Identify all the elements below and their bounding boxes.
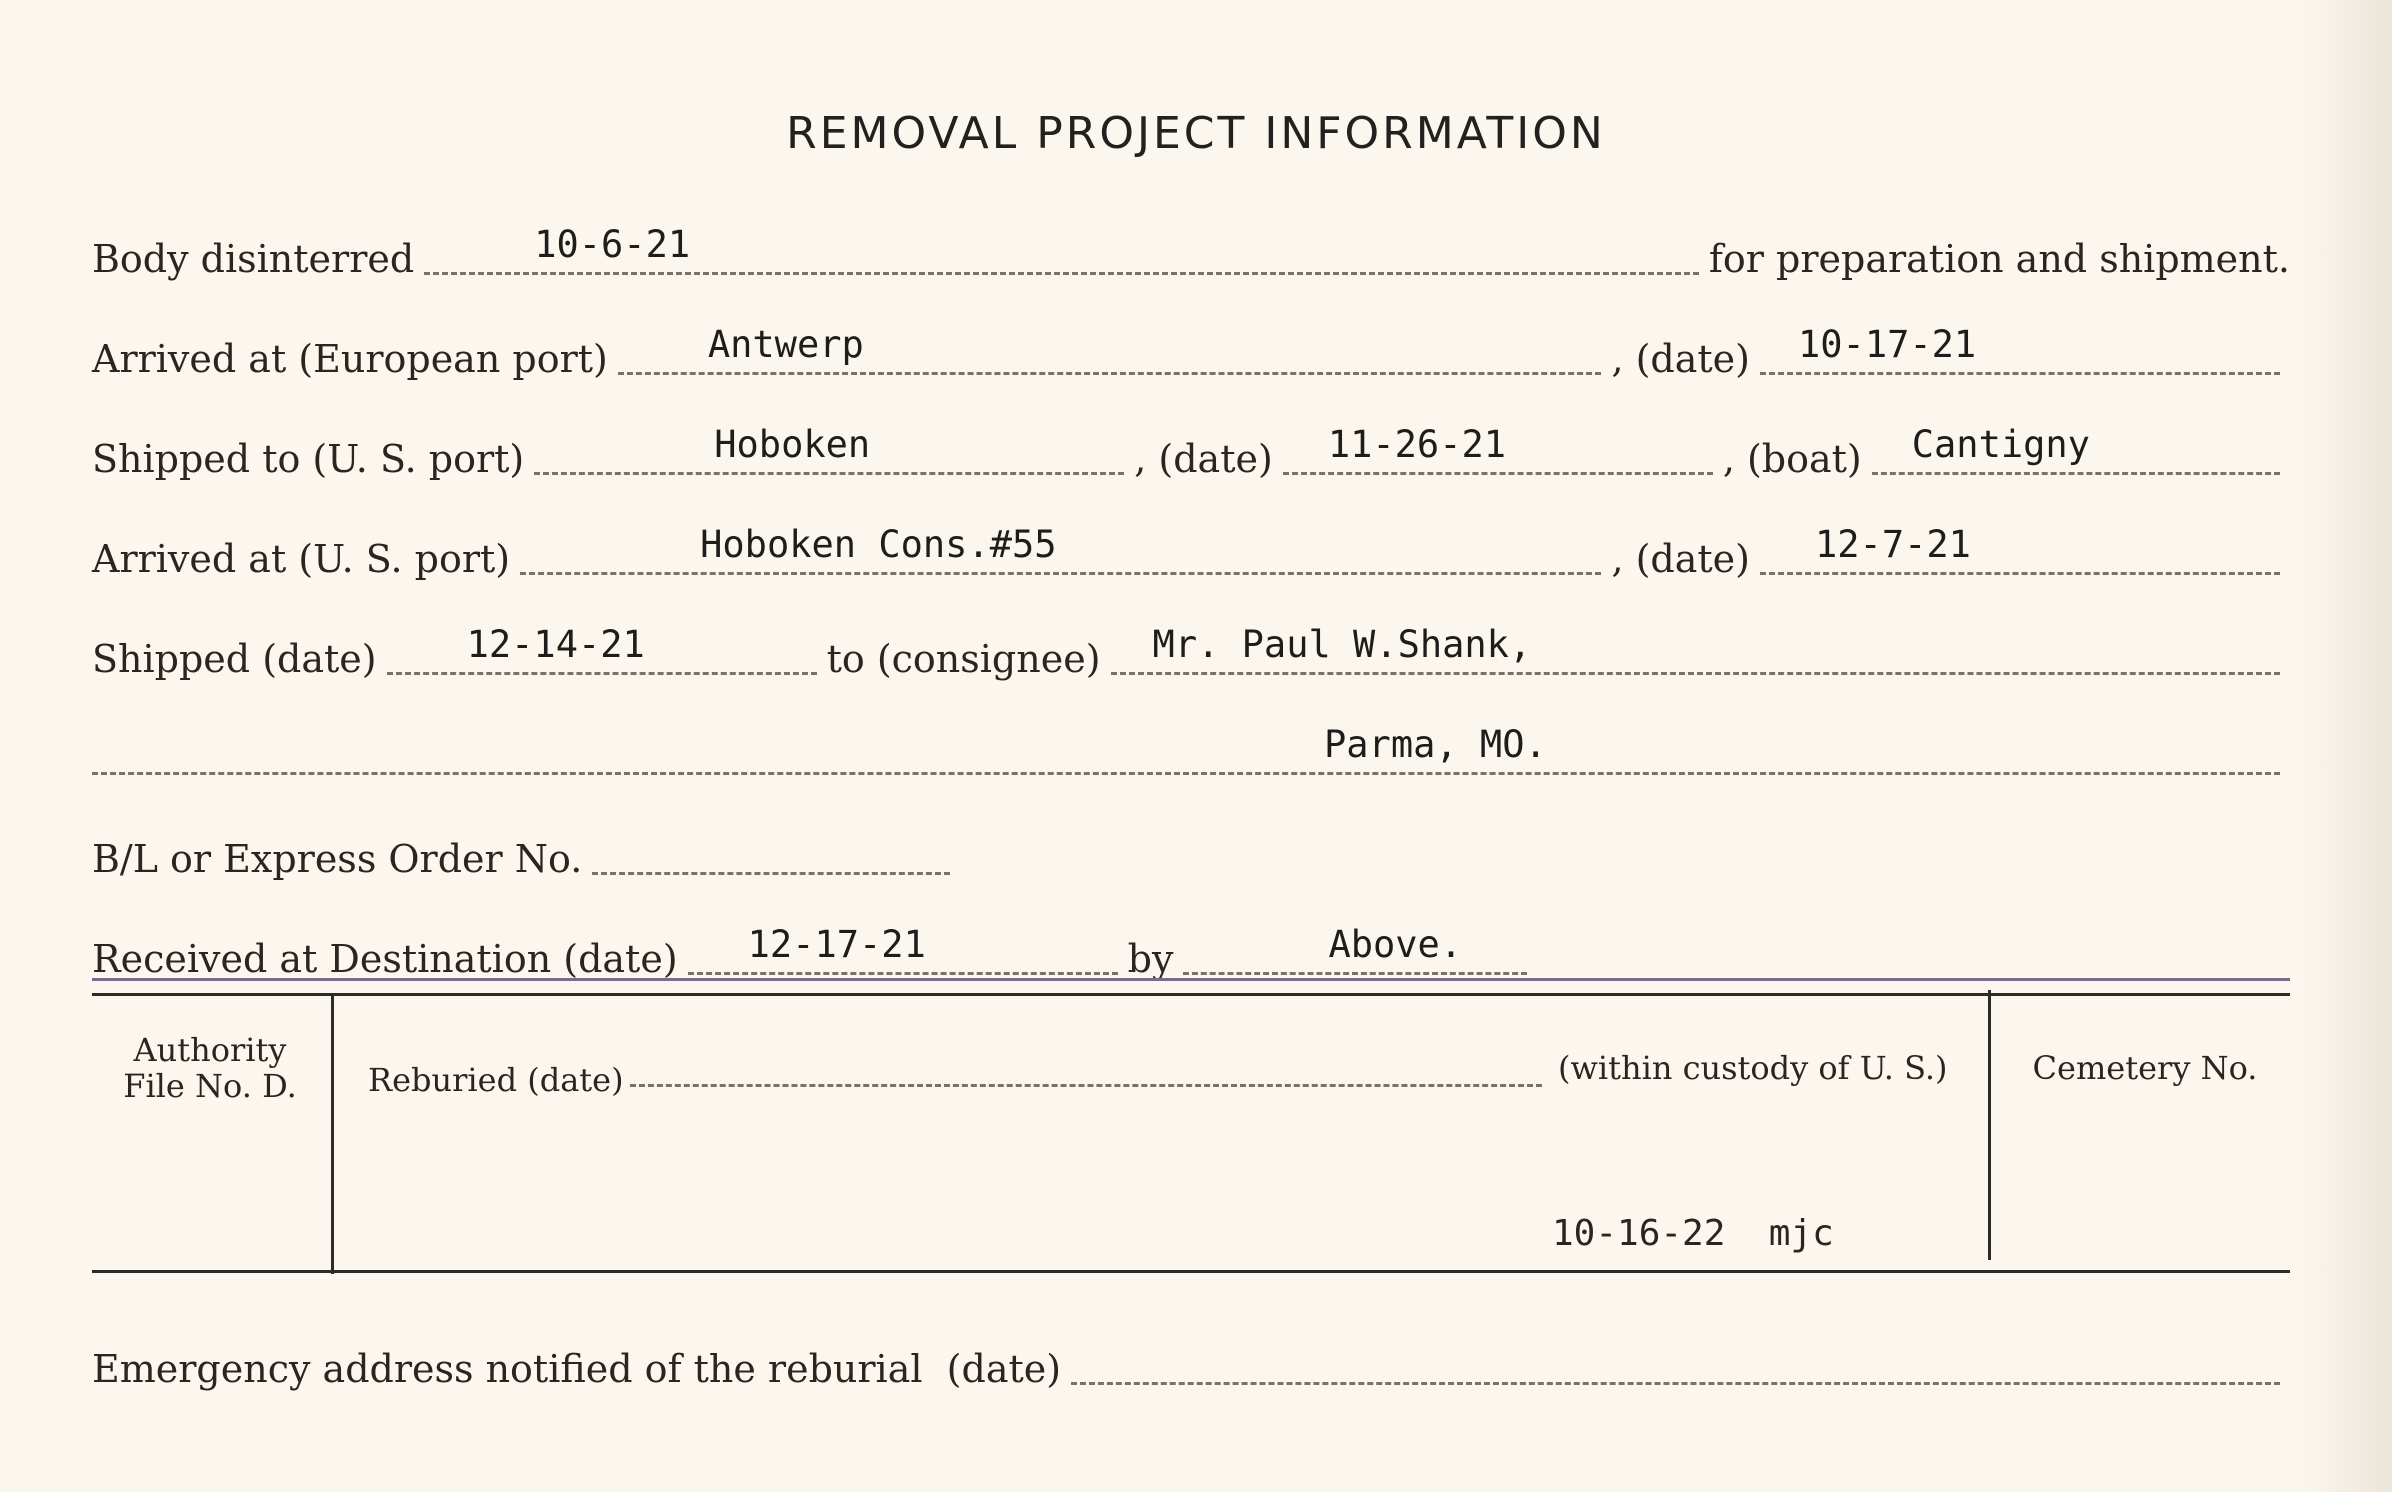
card-title: REMOVAL PROJECT INFORMATION — [786, 108, 1606, 159]
consignee-line-2-field — [92, 712, 2280, 775]
shipped-us-field — [534, 412, 1124, 475]
consignee-field — [1111, 612, 2280, 675]
separator-rule-top — [92, 978, 2290, 981]
emergency-label: Emergency address notified of the reburial (date) — [92, 1347, 1062, 1391]
authority-label — [100, 1032, 320, 1104]
arrived-us-label: Arrived at (U. S. port) — [92, 537, 511, 581]
body-disinterred-value: 10-6-21 — [534, 223, 691, 266]
table-divider-right — [1988, 990, 1991, 1260]
shipped-us-label: Shipped to (U. S. port) — [92, 437, 525, 481]
arrived-european-date-label: , (date) — [1611, 337, 1750, 381]
arrived-european-field — [618, 312, 1602, 375]
authority-label-line-2: File No. D. — [123, 1067, 297, 1105]
table-divider-left — [331, 996, 334, 1274]
arrived-us-value: Hoboken Cons.#55 — [700, 523, 1057, 566]
received-date-field — [688, 912, 1118, 975]
arrived-european-value: Antwerp — [707, 323, 864, 366]
body-disinterred-field — [424, 212, 1699, 275]
paper-edge-shade — [2302, 0, 2392, 1492]
consignee-value: Mr. Paul W.Shank, — [1152, 623, 1532, 666]
received-by-value: Above. — [1328, 923, 1463, 966]
shipped-us-date-label: , (date) — [1134, 437, 1273, 481]
received-label: Received at Destination (date) — [92, 937, 678, 981]
table-bottom-rule — [92, 1270, 2290, 1273]
row-arrived-european-port — [92, 305, 2290, 381]
bl-order-label: B/L or Express Order No. — [92, 837, 583, 881]
row-emergency — [92, 1315, 2290, 1391]
reburied-date-field — [630, 1084, 1542, 1087]
shipped-us-boat-field — [1872, 412, 2280, 475]
preparation-suffix: for preparation and shipment. — [1708, 237, 2290, 281]
received-by-field — [1183, 912, 1527, 975]
consignee-line-2-value: Parma, MO. — [1324, 723, 1547, 766]
arrived-us-date-field — [1760, 512, 2280, 575]
arrived-european-date-field — [1760, 312, 2280, 375]
shipped-us-value: Hoboken — [714, 423, 871, 466]
arrived-us-date-label: , (date) — [1611, 537, 1750, 581]
row-consignee-line-2 — [92, 705, 2290, 775]
received-date-value: 12-17-21 — [747, 923, 926, 966]
shipped-us-date-value: 11-26-21 — [1327, 423, 1507, 466]
custody-label: (within custody of U. S.) — [1558, 1049, 1948, 1087]
authority-label-line-1: Authority — [133, 1031, 287, 1069]
arrived-european-date-value: 10-17-21 — [1798, 323, 1977, 366]
row-arrived-us-port — [92, 505, 2290, 581]
consignee-label: to (consignee) — [826, 637, 1101, 681]
shipped-us-boat-value: Cantigny — [1911, 423, 2090, 466]
bl-order-field — [592, 812, 950, 875]
row-body-disinterred — [92, 205, 2290, 281]
shipped-date-field — [387, 612, 817, 675]
emergency-date-field — [1071, 1322, 2280, 1385]
arrived-us-field — [520, 512, 1601, 575]
row-received — [92, 905, 1537, 981]
shipped-date-label: Shipped (date) — [92, 637, 377, 681]
shipped-us-boat-label: , (boat) — [1722, 437, 1862, 481]
shipped-us-date-field — [1283, 412, 1713, 475]
cemetery-label: Cemetery No. — [2032, 1049, 2258, 1087]
arrived-us-date-value: 12-7-21 — [1815, 523, 1971, 566]
reburial-stamp: 10-16-22 mjc — [1552, 1213, 1834, 1254]
separator-rule-bottom — [92, 993, 2290, 996]
body-disinterred-label: Body disinterred — [92, 237, 415, 281]
arrived-european-label: Arrived at (European port) — [92, 337, 608, 381]
row-shipped-date — [92, 605, 2290, 681]
row-shipped-us-port — [92, 405, 2290, 481]
reburied-label: Reburied (date) — [368, 1061, 624, 1099]
received-by-label: by — [1127, 937, 1174, 981]
shipped-date-value: 12-14-21 — [466, 623, 645, 666]
row-bl-order — [92, 805, 960, 881]
